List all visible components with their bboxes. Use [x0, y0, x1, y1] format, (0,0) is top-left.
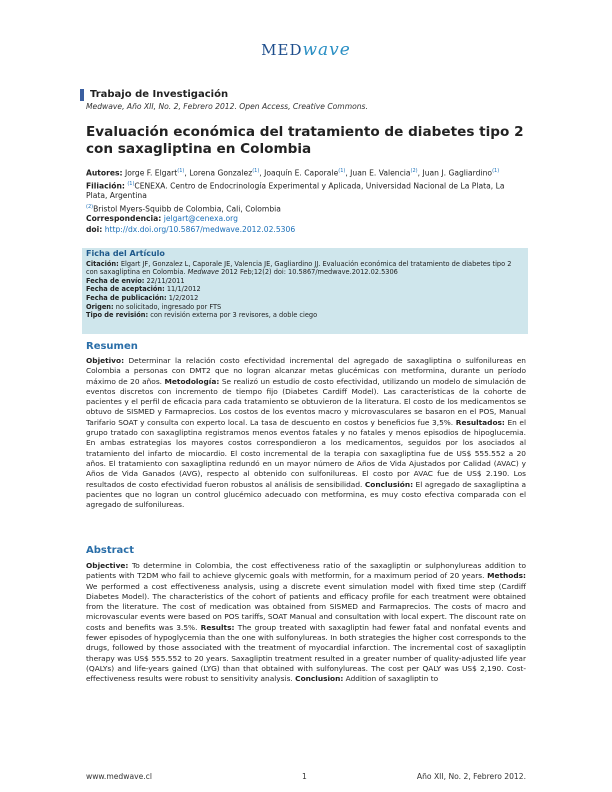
author: Juan E. Valencia: [350, 168, 411, 178]
footer-issue: Año XII, No. 2, Febrero 2012.: [416, 772, 526, 781]
resumen-body: Objetivo: Determinar la relación costo efectividad incremental del agregado de saxagliptina o sulfonilureas en Colombia a personas con DMT2 que no logran alcanzar metas glucémicas con metformina, durante un período máximo de 20 años. Metodología: Se realizó un estudio de costo efectividad, utilizando un modelo de simulación de eventos discretos con incremento de tiempo fijo (Diabetes Cardiff Model). Las características de la cohorte de pacientes y el perfil de eficacia para cada tratamiento se obtuvieron de la literatura. El costo de los medicamentos se obtuvo de SISMED y Farmaprecios. Los costos de los eventos macro y microvasculares se basaron en el POS, Manual Tarifario SOAT y consulta con experto local. La tasa de descuento en costos y beneficios fue 3,5%. Resultados: En el grupo tratado con saxagliptina registramos menos eventos fatales y no fatales y menos episodios de hipoglucemia. En ambas estrategias los mayores costos correspondieron a los medicamentos, seguidos por los asociados al tratamiento del infarto de miocardio. El costo incremental de la terapia con saxagliptina fue de US$ 555.552 a 20 años. El tratamiento con saxagliptina redundó en un mayor número de Años de Vida Ajustados por Calidad (AVAC) y Años de Vida Ganados (AVG), respecto al obtenido con sulfonilureas. El costo por AVAC fue de US$ 2.190. Los resultados de costo efectividad fueron robustos al análisis de sensibilidad. Conclusión: El agregado de saxagliptina a pacientes que no logran un control glucémico adecuado con metformina, es muy costo efectiva comparada con el agregado de sulfonilureas.: [86, 356, 527, 510]
journal-logo: MEDwave: [261, 40, 351, 60]
page-title: Evaluación económica del tratamiento de diabetes tipo 2 con saxagliptina en Colombia: [86, 124, 524, 157]
author: Lorena Gonzalez: [189, 168, 253, 178]
abstract-body: Objective: To determine in Colombia, the cost effectiveness ratio of the saxagliptin or sulphonylureas addition to patients with T2DM who fail to achieve glycemic goals with metformin, for a maximum period of 20 years. Methods: We performed a cost effectiveness analysis, using a discrete event simulation model with fixed time step (Cardiff Diabetes Model). The characteristics of the cohort of patients and efficacy profile for each treatment were obtained from the literature. The cost of medication was obtained from SISMED and Farmaprecios. The costs of macro and microvascular events were based on POS tariffs, SOAT Manual and consultation with local expert. The discount rate on costs and benefits was 3.5%. Results: The group treated with saxagliptin had fewer fatal and nonfatal events and fewer episodes of hypoglycemia than the one with sulfonylureas. In both strategies the higher cost corresponds to the drugs, followed by those associated with the treatment of myocardial infarction. The incremental cost of saxagliptin therapy was US$ 555.552 to 20 years. Saxagliptin treatment resulted in a greater number of quality-adjusted life year (QALYs) and life-years gained (LYG) than that obtained with sulfonylureas. The cost per QALY was US$ 2,190. Cost-effectiveness results were robust to sensitivity analysis. Conclusion: Addition of saxagliptin to: [86, 561, 527, 684]
origin: Origen: no solicitado, ingresado por FTS: [86, 302, 222, 311]
submitted-date: Fecha de envío: 22/11/2011: [86, 276, 185, 285]
citation: Citación: Elgart JF, Gonzalez L, Caporale JE, Valencia JE, Gagliardino JJ. Evaluación económica del tratamiento de diabetes tipo 2 con saxagliptina en Colombia. Medwave 2012 Feb;12(2) doi: 10.5867/medwave.2012.02.5306: [86, 259, 512, 277]
affiliation-1: CENEXA. Centro de Endocrinología Experimental y Aplicada, Universidad Nacional de La Plata, La Plata, Argentina: [86, 181, 505, 201]
author: Jorge F. Elgart: [125, 168, 178, 178]
resumen-heading: Resumen: [86, 341, 138, 352]
article-info-heading: Ficha del Artículo: [86, 249, 165, 258]
review-type: Tipo de revisión: con revisión externa por 3 revisores, a doble ciego: [86, 311, 318, 320]
article-type: Trabajo de Investigación: [80, 89, 228, 101]
article-meta: Medwave, Año XII, No. 2, Febrero 2012. Open Access, Creative Commons.: [86, 102, 368, 111]
footer-url: www.medwave.cl: [86, 772, 152, 781]
published-date: Fecha de publicación: 1/2/2012: [86, 293, 199, 302]
abstract-heading: Abstract: [86, 545, 135, 556]
authors-block: Autores: Jorge F. Elgart$^{(1)}$, Lorena Gonzalez$^{(1)}$, Joaquín E. Caporale$^{(1)}$, Juan E. Valencia$^{(2)}$, Juan J. Gagliardino$^{(1)}$ Filiación: $^{(1)}$CENEXA. Centro de Endocrinología Experimental y Aplicada, Universidad Nacional de La Plata, La Plata, Argentina $^{(2)}$Bristol Myers-Squibb de Colombia, Cali, Colombia Correspondencia: jelgart@cenexa.org doi: http://dx.doi.org/10.5867/medwave.2012.02.5306: [86, 168, 505, 234]
author: Joaquín E. Caporale: [264, 168, 339, 178]
affiliation-2: Bristol Myers-Squibb de Colombia, Cali, Colombia: [93, 204, 281, 214]
correspondence-email-link[interactable]: jelgart@cenexa.org: [163, 214, 238, 224]
article-info-box: [82, 248, 528, 334]
doi-link[interactable]: http://dx.doi.org/10.5867/medwave.2012.02.5306: [104, 224, 296, 234]
page-number: 1: [302, 772, 307, 781]
author: Juan J. Gagliardino: [422, 168, 493, 178]
accepted-date: Fecha de aceptación: 11/1/2012: [86, 285, 201, 294]
